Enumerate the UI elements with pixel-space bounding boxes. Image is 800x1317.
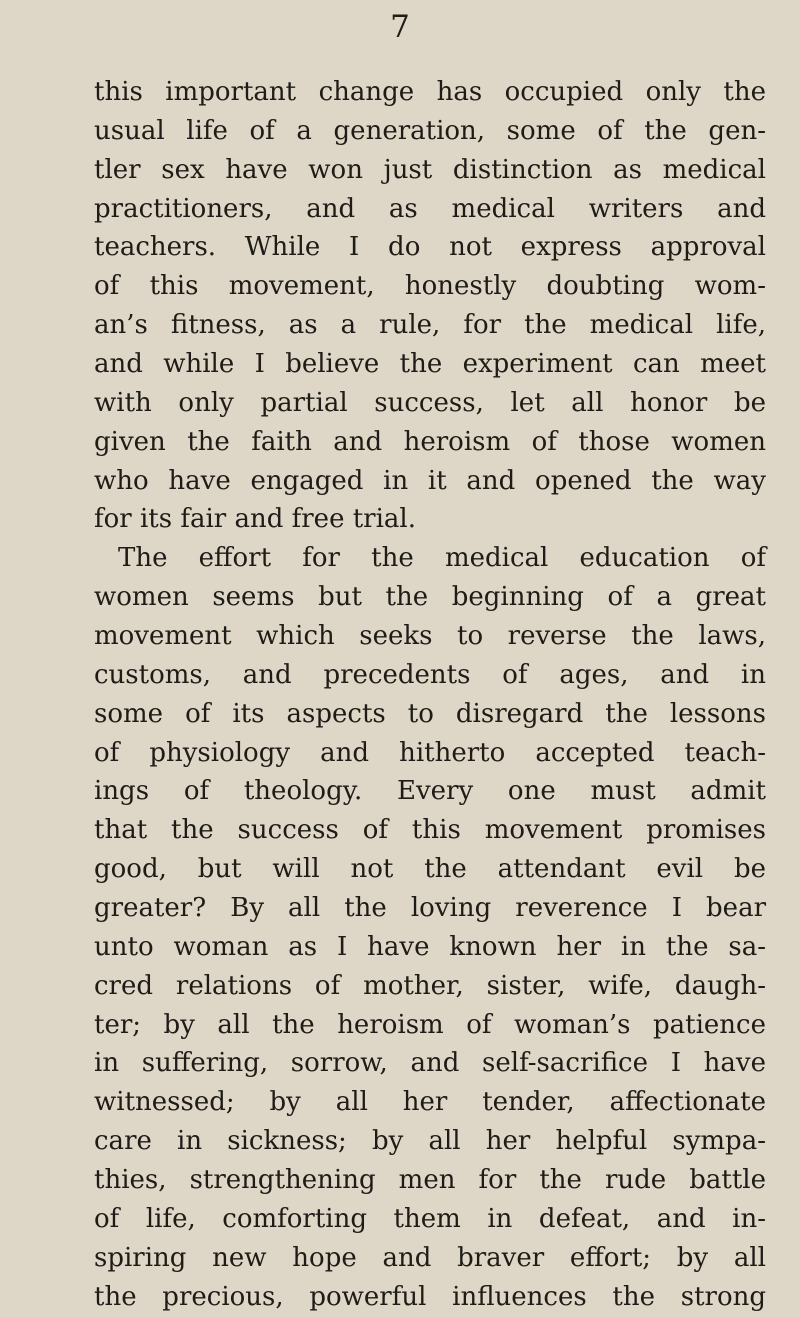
text-line: of life, comforting them in defeat, and in-	[94, 1203, 766, 1234]
text-line: care in sickness; by all her helpful sympa-	[94, 1126, 766, 1157]
text-line: greater? By all the loving reverence I bear	[94, 893, 766, 924]
paragraph-start-line: The effort for the medical education of	[118, 543, 766, 574]
text-line: ter; by all the heroism of woman’s patience	[94, 1009, 766, 1040]
text-line: unto woman as I have known her in the sa-	[94, 931, 766, 962]
text-line: customs, and precedents of ages, and in	[94, 659, 766, 690]
text-line: spiring new hope and braver effort; by all	[94, 1242, 766, 1273]
text-line: witnessed; by all her tender, affectionate	[94, 1087, 766, 1118]
text-line: in suffering, sorrow, and self-sacrifice I have	[94, 1048, 766, 1079]
text-line: with only partial success, let all honor be	[94, 387, 766, 418]
text-line: who have engaged in it and opened the way	[94, 465, 766, 496]
text-line: some of its aspects to disregard the lessons	[94, 698, 766, 729]
paragraph-end-line: for its fair and free trial.	[94, 504, 416, 535]
text-line: the precious, powerful influences the strong	[94, 1281, 766, 1312]
text-line: tler sex have won just distinction as medical	[94, 154, 766, 185]
text-line: this important change has occupied only the	[94, 77, 766, 107]
text-line: cred relations of mother, sister, wife, daugh-	[94, 970, 766, 1001]
text-line: practitioners, and as medical writers and	[94, 193, 766, 224]
text-line: teachers. While I do not express approval	[94, 232, 766, 263]
text-line: usual life of a generation, some of the gen-	[94, 115, 766, 146]
text-line: women seems but the beginning of a great	[94, 582, 766, 613]
body-text	[94, 73, 766, 1317]
text-line: given the faith and heroism of those women	[94, 426, 766, 457]
text-line: thies, strengthening men for the rude battle	[94, 1165, 766, 1196]
text-line: of this movement, honestly doubting wom-	[94, 271, 766, 302]
text-line: ings of theology. Every one must admit	[94, 776, 766, 807]
text-line: movement which seeks to reverse the laws,	[94, 621, 766, 652]
text-line: good, but will not the attendant evil be	[94, 854, 766, 885]
text-line: of physiology and hitherto accepted teach-	[94, 737, 766, 768]
text-line: and while I believe the experiment can meet	[94, 349, 766, 380]
text-line: an’s fitness, as a rule, for the medical life,	[94, 310, 766, 341]
text-line: that the success of this movement promises	[94, 815, 766, 846]
page-number: 7	[390, 9, 410, 45]
